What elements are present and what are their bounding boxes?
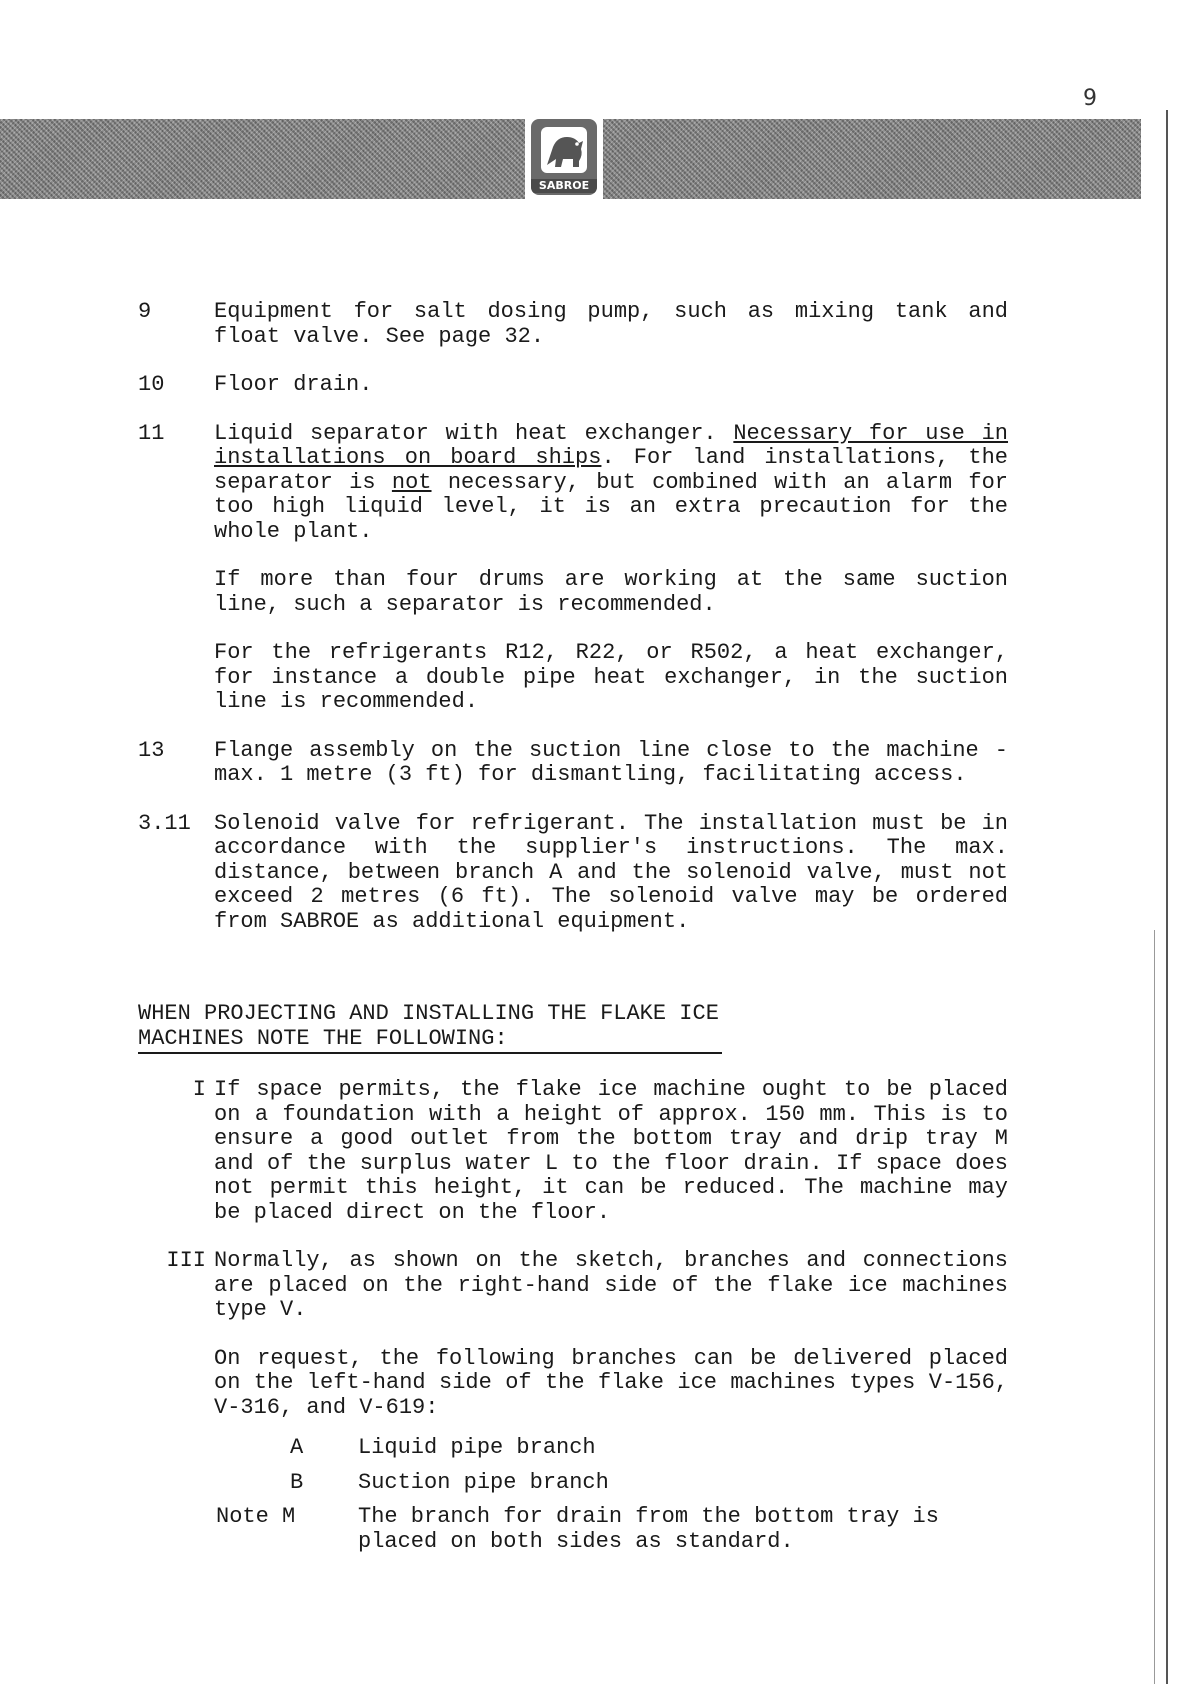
branch-row xyxy=(138,1471,1008,1496)
item-text: Floor drain. xyxy=(214,372,373,397)
text-run: necessary, but combined with an alarm for too high liquid level, it is an extra precaution for the whole plant. xyxy=(214,469,1008,544)
branch-value: Liquid pipe branch xyxy=(358,1435,596,1460)
item-number: 11 xyxy=(138,420,165,446)
branch-value: The branch for drain from the bottom tray is placed on both sides as standard. xyxy=(358,1504,939,1554)
page-number: 9 xyxy=(1083,86,1097,111)
item-text: Equipment for salt dosing pump, such as mixing tank and float valve. See page 32. xyxy=(214,299,1008,349)
item-number: 3.11 xyxy=(138,810,191,836)
item-text: Normally, as shown on the sketch, branches and connections are placed on the right-hand side of the flake ice machines type V. xyxy=(214,1248,1008,1322)
page-edge-rule xyxy=(1166,110,1168,1684)
document-body xyxy=(138,300,1008,1564)
item-text: Flange assembly on the suction line close to the machine - max. 1 metre (3 ft) for dismantling, facilitating access. xyxy=(214,737,1008,787)
item-text: If space permits, the flake ice machine ought to be placed on a foundation with a height of approx. 150 mm. This is to ensure a good outlet from the bottom tray and drip tray M and of the surplus water L to the floor drain. If space does not permit this height, it can be reduced. The machine may be placed direct on the floor. xyxy=(214,1077,1008,1225)
branch-row xyxy=(138,1505,1008,1554)
item-text: If more than four drums are working at the same suction line, such a separator is recommended. xyxy=(214,567,1008,617)
logo-badge xyxy=(531,119,597,195)
item-number: 13 xyxy=(138,737,165,763)
list-item xyxy=(138,300,1008,349)
text-run: Liquid separator with heat exchanger. xyxy=(214,420,734,446)
branch-key: A xyxy=(290,1435,304,1460)
list-item xyxy=(138,812,1008,935)
list-item xyxy=(138,422,1008,715)
logo-text: SABROE xyxy=(531,179,597,193)
polar-bear-icon xyxy=(539,125,589,175)
list-item xyxy=(138,1078,1008,1225)
underlined-text: not xyxy=(391,469,432,495)
text-run: . For land installations, the separator is xyxy=(214,445,1008,495)
underlined-text: Necessary for use in installations on board ships xyxy=(214,420,1009,470)
item-number: 9 xyxy=(138,299,152,324)
section-heading: WHEN PROJECTING AND INSTALLING THE FLAKE ICE MACHINES NOTE THE FOLLOWING: xyxy=(138,1002,722,1054)
item-text xyxy=(214,422,1008,545)
page-edge-rule xyxy=(1154,930,1155,1684)
branch-key: Note M xyxy=(216,1504,296,1529)
item-number: 10 xyxy=(138,372,165,397)
list-item xyxy=(138,373,1008,398)
list-item xyxy=(138,1249,1008,1420)
logo xyxy=(525,117,603,199)
branch-value: Suction pipe branch xyxy=(358,1469,609,1495)
list-item xyxy=(138,739,1008,788)
branch-key: B xyxy=(290,1469,304,1495)
item-number: I xyxy=(192,1077,206,1102)
item-text: For the refrigerants R12, R22, or R502, a heat exchanger, for instance a double pipe heat exchanger, in the suction line is recommended. xyxy=(214,640,1008,714)
item-text: On request, the following branches can be delivered placed on the left-hand side of the flake ice machines types V-156, V-316, and V-619: xyxy=(214,1345,1008,1420)
item-text: Solenoid valve for refrigerant. The installation must be in accordance with the supplier's instructions. The max. distance, between branch A and the solenoid valve, must not exceed 2 metres (6 ft). The solenoid valve may be ordered from SABROE as additional equipment. xyxy=(214,810,1008,934)
item-number: III xyxy=(166,1248,206,1273)
branch-row xyxy=(138,1436,1008,1461)
